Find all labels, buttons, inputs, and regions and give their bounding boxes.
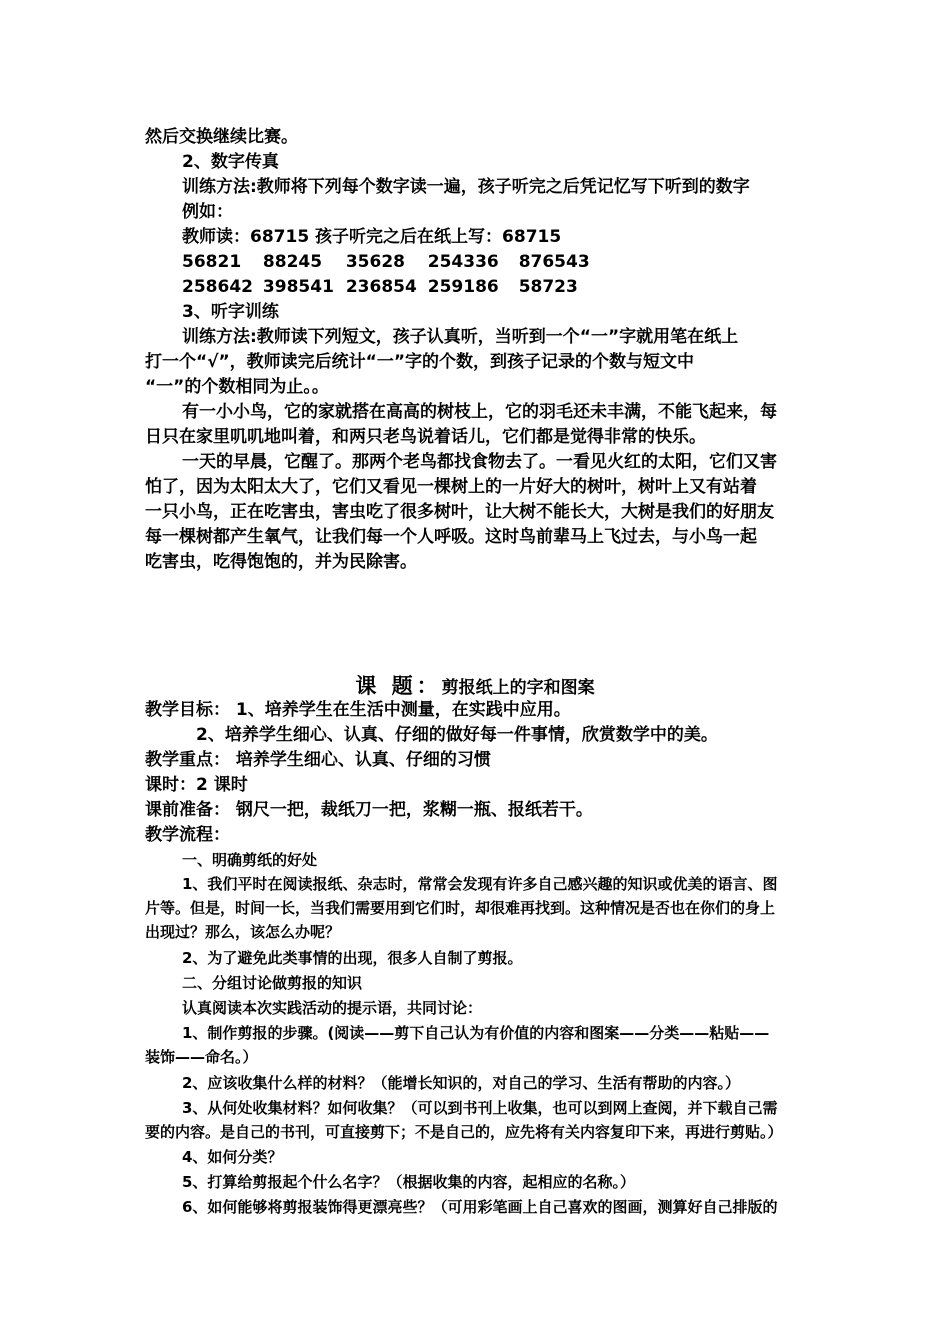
text-line: 2、应该收集什么样的材料？（能增长知识的，对自己的学习、生活有帮助的内容。） bbox=[182, 1074, 740, 1092]
class-hours: 课时：2 课时 bbox=[145, 775, 248, 795]
number-item: 88245 bbox=[262, 252, 323, 272]
text-line: 然后交换继续比赛。 bbox=[145, 127, 298, 147]
text-line: “一”的个数相同为止。。 bbox=[145, 377, 329, 397]
flow-heading: 教学流程： bbox=[145, 825, 230, 845]
text-line: 出现过？那么，该怎么办呢？ bbox=[145, 923, 341, 941]
text-line: 每一棵树都产生氧气，让我们每一个人呼吸。这时鸟前辈马上飞过去，与小鸟一起 bbox=[145, 527, 757, 547]
text-line: 有一小小鸟，它的家就搭在高高的树枝上，它的羽毛还未丰满，不能飞起来，每 bbox=[182, 402, 777, 422]
text-line: 6、如何能够将剪报装饰得更漂亮些？（可用彩笔画上自己喜欢的图画，测算好自己排版的 bbox=[182, 1198, 778, 1216]
text-line: 一只小鸟，正在吃害虫，害虫吃了很多树叶，让大树不能长大，大树是我们的好朋友 bbox=[145, 502, 774, 522]
text-line: 装饰——命名。） bbox=[145, 1048, 258, 1066]
text-line: 要的内容。是自己的书刊，可直接剪下；不是自己的，应先将有关内容复印下来，再进行剪贴。） bbox=[145, 1123, 783, 1141]
section-heading: 一、明确剪纸的好处 bbox=[182, 851, 318, 869]
text-line: 4、如何分类？ bbox=[182, 1148, 283, 1166]
text-line: 例如： bbox=[182, 202, 233, 222]
number-item: 258642 bbox=[182, 277, 253, 297]
text-line: 1、我们平时在阅读报纸、杂志时，常常会发现有许多自己感兴趣的知识或优美的语言、图 bbox=[182, 875, 778, 893]
text-line: 教师读：68715 孩子听完之后在纸上写：68715 bbox=[182, 227, 562, 247]
text-line: 吃害虫，吃得饱饱的，并为民除害。 bbox=[145, 552, 417, 572]
section-heading: 二、分组讨论做剪报的知识 bbox=[182, 974, 363, 992]
number-row bbox=[182, 250, 862, 274]
number-row bbox=[182, 275, 862, 299]
number-item: 35628 bbox=[345, 252, 405, 272]
number-item: 236854 bbox=[345, 277, 417, 297]
section-heading: 2、数字传真 bbox=[182, 152, 279, 172]
teaching-goal: 教学目标： 1、培养学生在生活中测量，在实践中应用。 bbox=[145, 700, 571, 720]
title-text: 剪报纸上的字和图案 bbox=[441, 678, 595, 698]
text-line: 训练方法:教师将下列每个数字读一遍，孩子听完之后凭记忆写下听到的数字 bbox=[182, 177, 750, 197]
text-line: 认真阅读本次实践活动的提示语，共同讨论： bbox=[182, 999, 483, 1017]
teaching-focus: 教学重点： 培养学生细心、认真、仔细的习惯 bbox=[145, 750, 491, 770]
text-line: 5、打算给剪报起个什么名字？（根据收集的内容，起相应的名称。） bbox=[182, 1173, 635, 1191]
text-line: 打一个“√”，教师读完后统计“一”字的个数，到孩子记录的个数与短文中 bbox=[145, 352, 695, 372]
number-item: 56821 bbox=[182, 252, 242, 272]
number-item: 259186 bbox=[427, 277, 499, 297]
text-line: 1、制作剪报的步骤。(阅读——剪下自己认为有价值的内容和图案——分类——粘贴—— bbox=[182, 1024, 770, 1042]
number-item: 398541 bbox=[262, 277, 334, 297]
number-item: 58723 bbox=[518, 277, 578, 297]
text-line: 3、从何处收集材料？如何收集？（可以到书刊上收集，也可以到网上查阅，并下载自己需 bbox=[182, 1099, 778, 1117]
text-line: 日只在家里叽叽地叫着，和两只老鸟说着话儿，它们都是觉得非常的快乐。 bbox=[145, 427, 706, 447]
text-line: 怕了，因为太阳太大了，它们又看见一棵树上的一片好大的树叶，树叶上又有站着 bbox=[145, 477, 757, 497]
preparation: 课前准备： 钢尺一把，裁纸刀一把，浆糊一瓶、报纸若干。 bbox=[145, 800, 593, 820]
text-line: 一天的早晨，它醒了。那两个老鸟都找食物去了。一看见火红的太阳，它们又害 bbox=[182, 452, 777, 472]
text-line: 2、为了避免此类事情的出现，很多人自制了剪报。 bbox=[182, 949, 523, 967]
section-heading: 3、听字训练 bbox=[182, 302, 279, 322]
text-line: 片等。但是，时间一长，当我们需要用到它们时，却很难再找到。这种情况是否也在你们的身上 bbox=[145, 899, 776, 917]
text-line: 训练方法:教师读下列短文，孩子认真听，当听到一个“一”字就用笔在纸上 bbox=[182, 327, 739, 347]
title-label: 课 题： bbox=[355, 674, 442, 698]
number-item: 876543 bbox=[518, 252, 590, 272]
teaching-goal: 2、培养学生细心、认真、仔细的做好每一件事情，欣赏数学中的美。 bbox=[196, 725, 718, 745]
number-item: 254336 bbox=[427, 252, 499, 272]
